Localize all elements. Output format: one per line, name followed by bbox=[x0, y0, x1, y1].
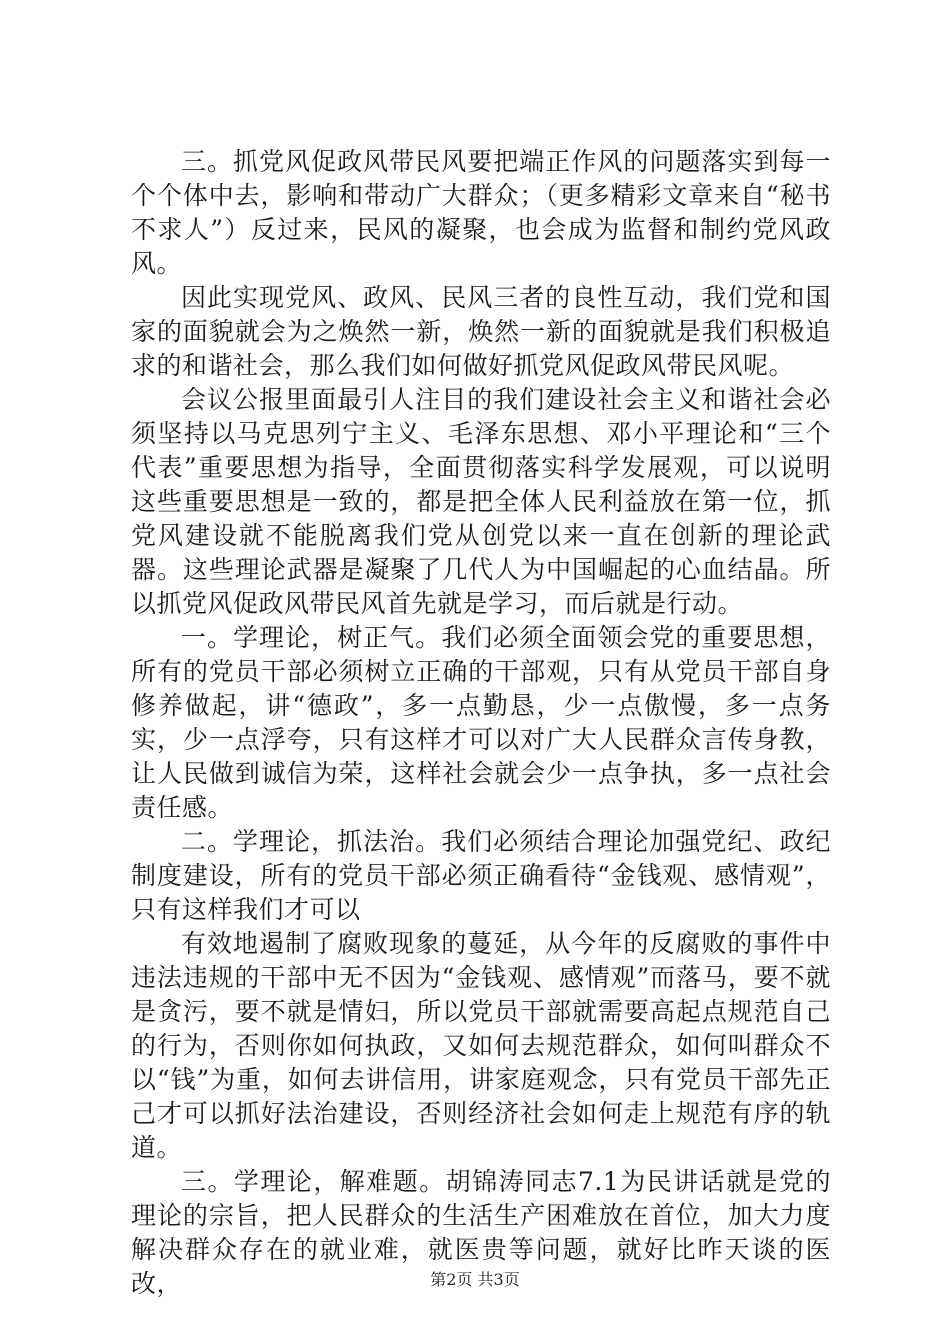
paragraph-4: 一。学理论，树正气。我们必须全面领会党的重要思想，所有的党员干部必须树立正确的干部观，只有从党员干部自身修养做起，讲“德政”，多一点勤恳，少一点傲慢，多一点务实，少一点浮夸，只有这样才可以对广大人民群众言传身教，让人民做到诚信为荣，这样社会就会少一点争执，多一点社会责任感。 bbox=[131, 623, 831, 822]
paragraph-1: 三。抓党风促政风带民风要把端正作风的问题落实到每一个个体中去，影响和带动广大群众；（更多精彩文章来自“秘书不求人”）反过来，民风的凝聚，也会成为监督和制约党风政风。 bbox=[131, 147, 831, 278]
paragraph-7: 三。学理论，解难题。胡锦涛同志7.1为民讲话就是党的理论的宗旨，把人民群众的生活生产困难放在首位，加大力度解决群众存在的就业难，就医贵等问题，就好比昨天谈的医改， bbox=[131, 1167, 831, 1298]
paragraph-2: 因此实现党风、政风、民风三者的良性互动，我们党和国家的面貌就会为之焕然一新，焕然一新的面貌就是我们积极追求的和谐社会，那么我们如何做好抓党风促政风带民风呢。 bbox=[131, 283, 831, 380]
paragraph-6: 有效地遏制了腐败现象的蔓延，从今年的反腐败的事件中违法违规的干部中无不因为“金钱观、感情观”而落马，要不就是贪污，要不就是情妇，所以党员干部就需要高起点规范自己的行为，否则你如何执政，又如何去规范群众，如何叫群众不以“钱”为重，如何去讲信用，讲家庭观念，只有党员干部先正己才可以抓好法治建设，否则经济社会如何走上规范有序的轨道。 bbox=[131, 929, 831, 1162]
paragraph-3: 会议公报里面最引人注目的我们建设社会主义和谐社会必须坚持以马克思列宁主义、毛泽东思想、邓小平理论和“三个代表”重要思想为指导，全面贯彻落实科学发展观，可以说明这些重要思想是一致的，都是把全体人民利益放在第一位，抓党风建设就不能脱离我们党从创党以来一直在创新的理论武器。这些理论武器是凝聚了几代人为中国崛起的心血结晶。所以抓党风促政风带民风首先就是学习，而后就是行动。 bbox=[131, 385, 831, 618]
paragraph-5: 二。学理论，抓法治。我们必须结合理论加强党纪、政纪制度建设，所有的党员干部必须正确看待“金钱观、感情观”，只有这样我们才可以 bbox=[131, 827, 831, 924]
document-body bbox=[131, 145, 831, 1301]
page-number-footer: 第2页 共3页 bbox=[430, 1270, 520, 1289]
